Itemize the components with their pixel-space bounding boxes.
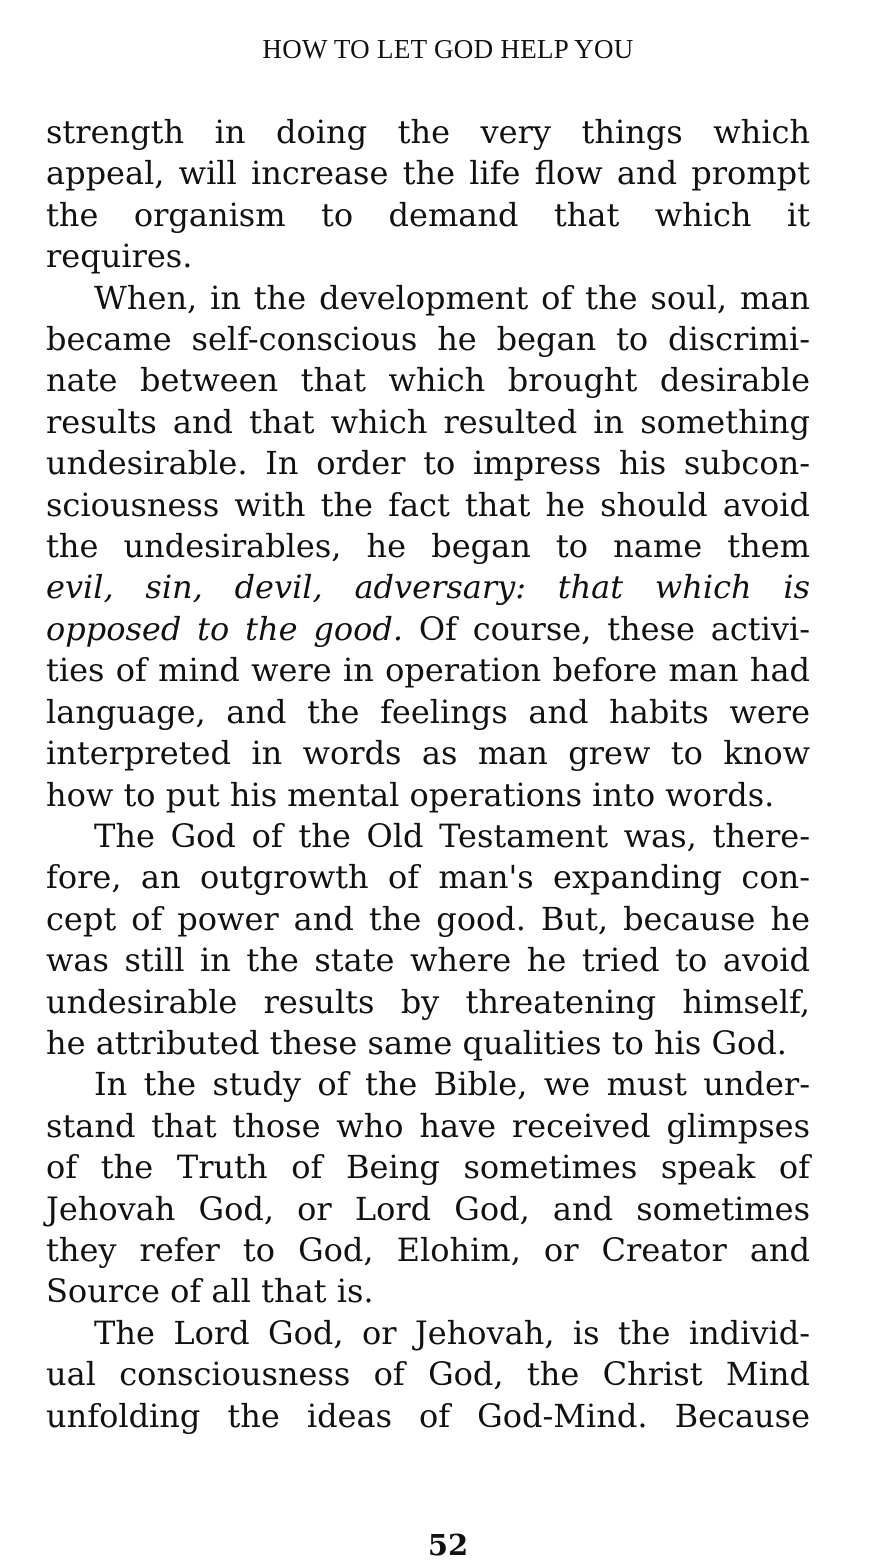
text-line: of the Truth of Being sometimes speak of <box>46 1148 810 1187</box>
text-line: the undesirables, he began to name them <box>46 527 810 566</box>
text-line: fore, an outgrowth of man's expanding con- <box>46 858 810 897</box>
text-line: The God of the Old Testament was, there- <box>94 816 810 855</box>
text-fragment: Of course, these activi- <box>403 609 811 648</box>
text-line: ties of mind were in operation before man had <box>46 651 810 690</box>
text-line: undesirable. In order to impress his subcon- <box>46 444 810 483</box>
text-line: language, and the feelings and habits were <box>46 692 810 731</box>
text-line: ual consciousness of God, the Christ Mind <box>46 1355 810 1394</box>
text-line: The Lord God, or Jehovah, is the individ- <box>94 1313 810 1352</box>
text-line: became self-conscious he began to discrimi- <box>46 320 810 359</box>
text-line: unfolding the ideas of God-Mind. Because <box>46 1396 810 1435</box>
text-line: In the study of the Bible, we must under- <box>94 1065 810 1104</box>
italic-text: opposed to the good. <box>46 609 404 648</box>
text-line: how to put his mental operations into words. <box>46 775 775 814</box>
text-line: When, in the development of the soul, man <box>94 278 810 317</box>
text-line: they refer to God, Elohim, or Creator and <box>46 1230 810 1269</box>
text-line: he attributed these same qualities to his God. <box>46 1023 787 1062</box>
running-head: HOW TO LET GOD HELP YOU <box>262 34 634 64</box>
text-line: requires. <box>46 237 193 276</box>
text-line: results and that which resulted in something <box>46 402 810 441</box>
text-line: was still in the state where he tried to avoid <box>46 941 810 980</box>
text-line <box>46 609 810 650</box>
text-line <box>46 567 810 608</box>
text-line: Source of all that is. <box>46 1272 374 1311</box>
italic-text: evil, sin, devil, adversary: that which is <box>46 568 810 607</box>
text-line: the organism to demand that which it <box>46 195 810 234</box>
text-line: nate between that which brought desirable <box>46 361 810 400</box>
text-line: interpreted in words as man grew to know <box>46 734 810 773</box>
text-line: sciousness with the fact that he should avoid <box>46 485 810 524</box>
page-number: 52 <box>427 1528 469 1562</box>
text-line: cept of power and the good. But, because he <box>46 899 810 938</box>
text-line: undesirable results by threatening himself, <box>46 982 810 1021</box>
text-line: strength in doing the very things which <box>46 113 810 151</box>
text-line: Jehovah God, or Lord God, and sometimes <box>46 1189 810 1228</box>
body-text <box>46 112 810 1437</box>
text-line: appeal, will increase the life flow and prompt <box>46 154 810 193</box>
text-line: stand that those who have received glimpses <box>46 1106 810 1145</box>
